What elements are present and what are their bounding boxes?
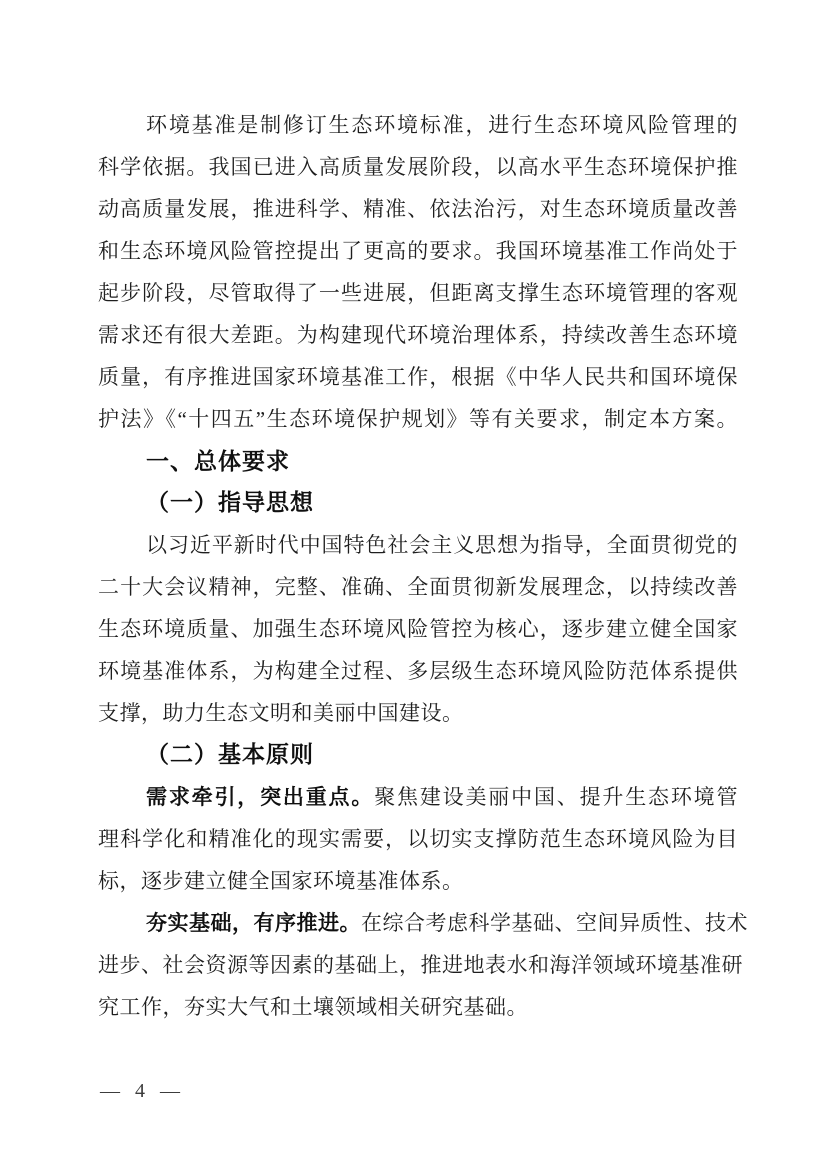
- line-text: 进步、社会资源等因素的基础上，推进地表水和海洋领域环境基准研: [98, 953, 743, 977]
- body-text-line: [98, 314, 738, 356]
- line-text: 和生态环境风险管控提出了更高的要求。我国环境基准工作尚处于: [98, 239, 738, 263]
- subsection-heading: [98, 734, 738, 776]
- line-text: 需求还有很大差距。为构建现代环境治理体系，持续改善生态环境: [98, 323, 738, 347]
- body-text-line: [98, 944, 743, 986]
- line-text: 一、总体要求: [146, 448, 290, 474]
- body-text-line: [98, 272, 738, 314]
- body-text-line: [98, 608, 738, 650]
- body-text-line: [98, 860, 738, 902]
- line-text: 环境基准是制修订生态环境标准，进行生态环境风险管理的: [146, 113, 738, 137]
- line-text: 生态环境质量、加强生态环境风险管控为核心，逐步建立健全国家: [98, 617, 738, 641]
- body-text-line: [98, 566, 738, 608]
- line-text: 二十大会议精神，完整、准确、全面贯彻新发展理念，以持续改善: [98, 575, 738, 599]
- line-text: （二）基本原则: [146, 742, 314, 767]
- body-text-line: [98, 902, 748, 944]
- body-text-line: [98, 146, 738, 188]
- section-heading: [98, 440, 738, 482]
- line-text: 护法》《“十四五”生态环境保护规划》等有关要求，制定本方案。: [98, 407, 738, 431]
- line-text: 科学依据。我国已进入高质量发展阶段，以高水平生态环境保护推: [98, 155, 738, 179]
- bold-lead-text: 夯实基础，有序推进。: [146, 912, 361, 935]
- body-text-line: [98, 986, 738, 1028]
- body-text-line: [98, 398, 738, 440]
- body-text-line: [98, 356, 738, 398]
- body-text-line: [98, 104, 738, 146]
- line-text: 究工作，夯实大气和土壤领域相关研究基础。: [98, 995, 528, 1019]
- line-text: 以习近平新时代中国特色社会主义思想为指导，全面贯彻党的: [146, 533, 738, 557]
- line-text: 环境基准体系，为构建全过程、多层级生态环境风险防范体系提供: [98, 659, 738, 683]
- line-text: 起步阶段，尽管取得了一些进展，但距离支撑生态环境管理的客观: [98, 281, 738, 305]
- line-text: 标，逐步建立健全国家环境基准体系。: [98, 869, 464, 893]
- body-text-line: [98, 776, 738, 818]
- document-body: [98, 104, 748, 1028]
- line-text: 支撑，助力生态文明和美丽中国建设。: [98, 701, 464, 725]
- subsection-heading: [98, 482, 738, 524]
- line-text: （一）指导思想: [146, 490, 314, 515]
- body-text-line: [98, 692, 738, 734]
- line-text: 动高质量发展，推进科学、精准、依法治污，对生态环境质量改善: [98, 197, 738, 221]
- page-number: — 4 —: [100, 1080, 185, 1102]
- line-text: 在综合考虑科学基础、空间异质性、技术: [361, 911, 748, 935]
- body-text-line: [98, 818, 738, 860]
- line-text: 质量，有序推进国家环境基准工作，根据《中华人民共和国环境保: [98, 365, 738, 389]
- body-text-line: [98, 524, 738, 566]
- body-text-line: [98, 188, 738, 230]
- line-text: 聚焦建设美丽中国、提升生态环境管: [374, 785, 739, 809]
- body-text-line: [98, 650, 738, 692]
- line-text: 理科学化和精准化的现实需要，以切实支撑防范生态环境风险为目: [98, 827, 738, 851]
- body-text-line: [98, 230, 738, 272]
- bold-lead-text: 需求牵引，突出重点。: [146, 786, 375, 809]
